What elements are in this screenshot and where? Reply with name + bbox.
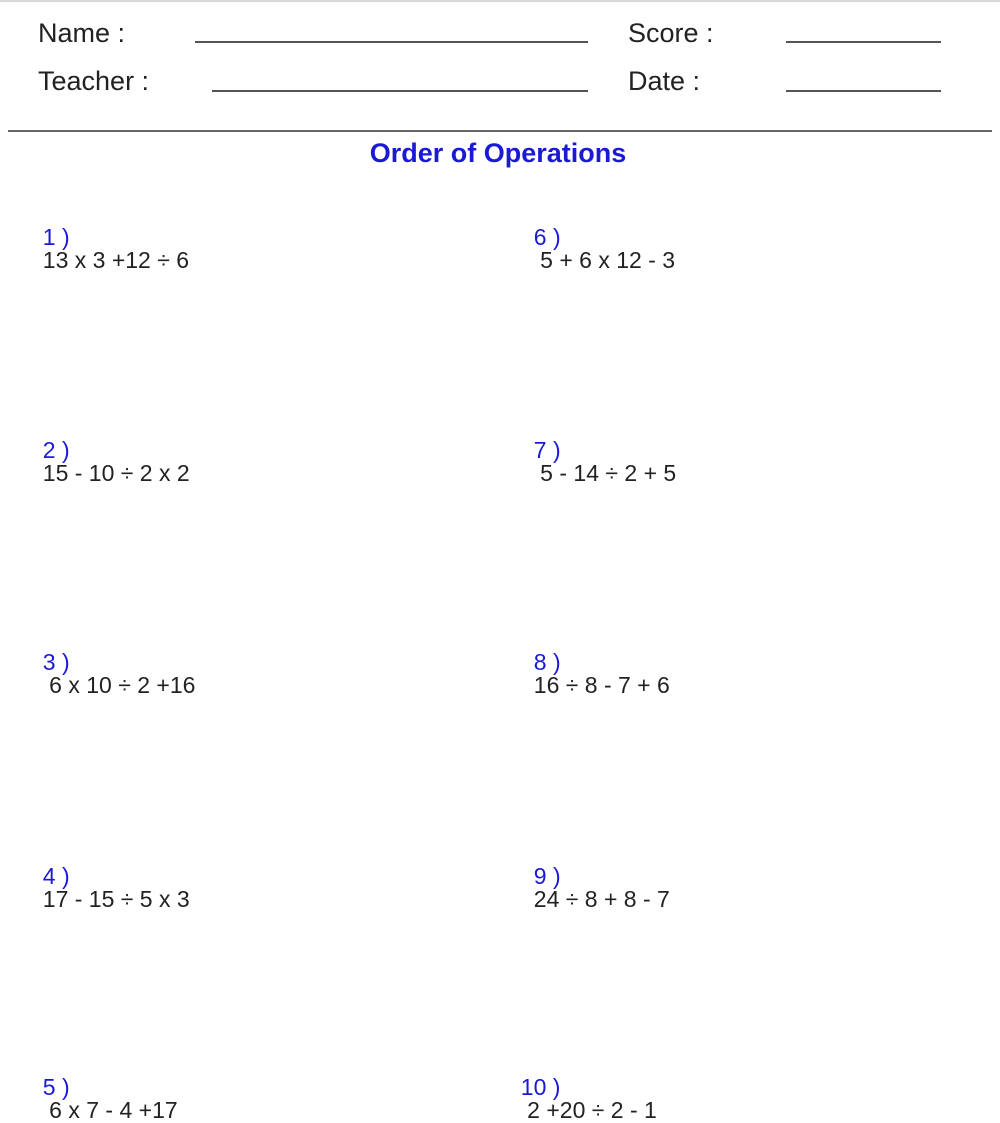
problem-5 (30, 1053, 178, 1122)
problem-8 (521, 628, 670, 697)
top-border (0, 0, 1000, 2)
problem-9 (521, 842, 670, 911)
score-field-line[interactable] (786, 41, 941, 43)
teacher-field-line[interactable] (212, 90, 588, 92)
name-label: Name : (38, 18, 126, 48)
problem-expression: 13 x 3 +12 ÷ 6 (42, 247, 190, 273)
problem-expression: 15 - 10 ÷ 2 x 2 (42, 460, 190, 486)
worksheet-title: Order of Operations (369, 138, 627, 168)
problem-expression: 6 x 7 - 4 +17 (42, 1097, 178, 1123)
header-separator (8, 130, 992, 132)
problem-10 (508, 1053, 657, 1122)
problem-number: 7 ) (533, 437, 561, 463)
name-field-line[interactable] (195, 41, 588, 43)
problem-1 (30, 203, 189, 272)
teacher-label: Teacher : (38, 66, 150, 96)
date-field-line[interactable] (786, 90, 941, 92)
problem-expression: 24 ÷ 8 + 8 - 7 (533, 886, 670, 912)
problem-7 (521, 416, 676, 485)
problem-number: 6 ) (533, 224, 561, 250)
problem-number: 5 ) (42, 1074, 70, 1100)
problem-number: 10 ) (520, 1074, 561, 1100)
problem-expression: 17 - 15 ÷ 5 x 3 (42, 886, 190, 912)
problem-number: 3 ) (42, 649, 70, 675)
problem-number: 1 ) (42, 224, 70, 250)
problem-6 (521, 203, 675, 272)
problem-expression: 5 - 14 ÷ 2 + 5 (533, 460, 677, 486)
problem-expression: 2 +20 ÷ 2 - 1 (520, 1097, 657, 1123)
score-label: Score : (628, 18, 714, 48)
problem-expression: 5 + 6 x 12 - 3 (533, 247, 676, 273)
problem-number: 2 ) (42, 437, 70, 463)
problem-number: 4 ) (42, 863, 70, 889)
problem-number: 9 ) (533, 863, 561, 889)
problem-2 (30, 416, 190, 485)
date-label: Date : (628, 66, 701, 96)
problem-3 (30, 628, 195, 697)
problem-expression: 6 x 10 ÷ 2 +16 (42, 672, 196, 698)
problem-expression: 16 ÷ 8 - 7 + 6 (533, 672, 670, 698)
problem-number: 8 ) (533, 649, 561, 675)
problem-4 (30, 842, 190, 911)
